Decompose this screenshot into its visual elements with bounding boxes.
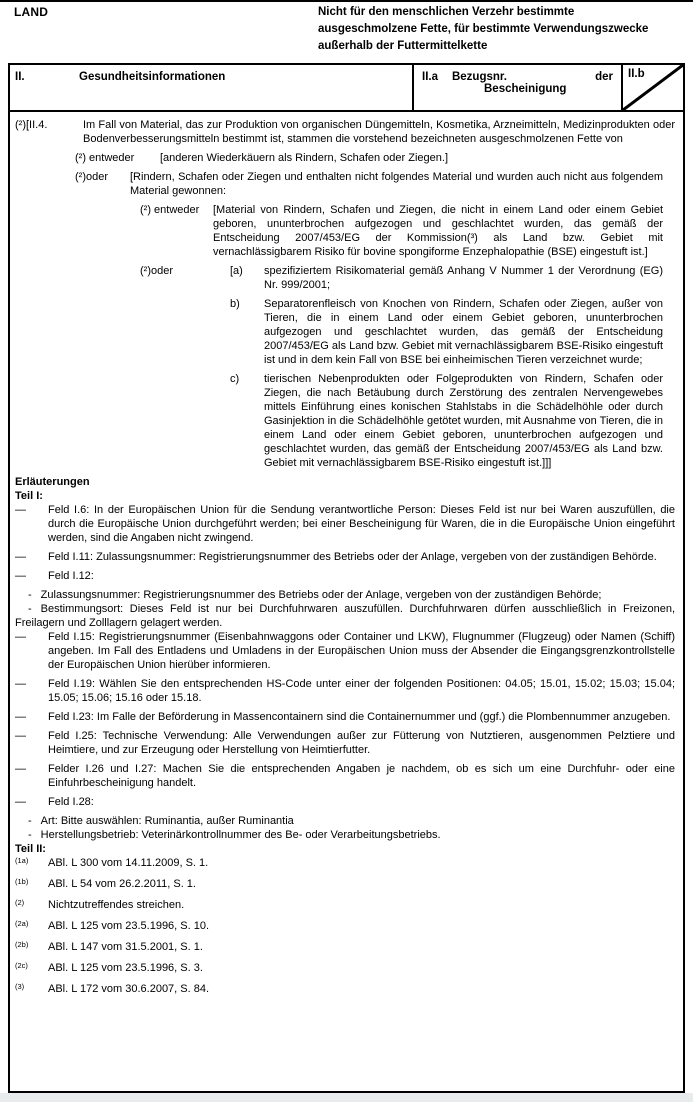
hyphen-bullet: - xyxy=(28,603,32,615)
reference-spacer xyxy=(507,71,595,83)
dash-bullet: — xyxy=(15,631,26,643)
footnote-marker: (2c) xyxy=(15,961,28,970)
footnote-text: ABl. L 300 vom 14.11.2009, S. 1. xyxy=(48,857,209,869)
field-note xyxy=(15,677,675,705)
hyphen-bullet: - xyxy=(28,829,32,841)
field-note xyxy=(15,729,675,757)
footnote-row xyxy=(15,856,675,870)
footnote-text: ABl. L 172 vom 30.6.2007, S. 84. xyxy=(48,983,210,995)
option-or-2 xyxy=(140,264,675,470)
field-sub-note xyxy=(15,588,675,602)
list-marker: b) xyxy=(230,298,240,310)
reference-word-1: Bezugsnr. xyxy=(451,71,507,83)
clause-number: (²)[II.4. xyxy=(15,119,48,131)
field-sub-note xyxy=(15,828,675,842)
footnote-marker: (2a) xyxy=(15,919,29,928)
field-note xyxy=(15,762,675,790)
footnote-row xyxy=(15,940,675,954)
page-top-rule xyxy=(0,0,693,2)
option-sublist xyxy=(230,264,663,470)
option-text: [Rindern, Schafen oder Ziegen und enthalten nicht folgendes Material und wurden auch nicht aus folgendem Material gewonnen: xyxy=(130,171,663,197)
field-sub-note-text: Art: Bitte auswählen: Ruminantia, außer Ruminantia xyxy=(40,815,294,827)
table-header-row xyxy=(10,65,683,112)
field-note-text: Feld I.6: In der Europäischen Union für die Sendung verantwortliche Person: Dieses Feld ist nur bei Waren auszufüllen, die durch die Europäische Union durchgeführt werden; bei einer Bescheinigung für Waren, die in die Europäische Union eingeführt werden, sind die Angaben nicht zwingend. xyxy=(48,504,675,544)
option-label: (²)oder xyxy=(140,265,174,277)
footnote-row xyxy=(15,877,675,891)
dash-bullet: — xyxy=(15,570,26,582)
clause-ii4 xyxy=(15,118,675,146)
footnote-marker: (3) xyxy=(15,982,25,991)
dash-bullet: — xyxy=(15,730,26,742)
footnote-text: Nichtzutreffendes streichen. xyxy=(48,899,185,911)
option-text: [Material von Rindern, Schafen und Ziegen, die nicht in einem Land oder einem Gebiet geboren, ununterbrochen aufgezogen und geschlachtet wurden, das gemäß der Entscheidung 2007/453/EG der Kommission(³) als Land bzw. Gebiet mit vernachlässigbarem Risiko für bovine spongiforme Enzephalopathie (BSE) eingestuft ist.] xyxy=(213,204,663,258)
list-item-c xyxy=(230,372,663,470)
hyphen-bullet: - xyxy=(28,589,32,601)
title-line-2: ausgeschmolzene Fette, für bestimmte Verwendungszwecke xyxy=(318,23,649,35)
dash-bullet: — xyxy=(15,763,26,775)
footnote-marker: (1a) xyxy=(15,856,29,865)
list-text: tierischen Nebenprodukten oder Folgeprodukten von Rindern, Schafen oder Ziegen, die nach Betäubung durch Zerstörung des zentralen Nervengewebes mittels Einführung eines konischen Stahlstabs in die Schädelhöhle oder durch Gasinjektion in die Schädelhöhle getötet wurden, mit Ausnahme von Tieren, die in einem Land oder einem Gebiet geboren, ununterbrochen aufgezogen und geschlachtet wurden, das gemäß der Entscheidung 2007/453/EG als Land bzw. Gebiet mit vernachlässigbarem BSE-Risiko eingestuft ist.]]] xyxy=(264,373,663,469)
list-marker: [a) xyxy=(230,265,243,277)
reference-line-1 xyxy=(422,71,613,83)
field-sub-note-text: Zulassungsnummer: Registrierungsnummer des Betriebs oder der Anlage, vergeben von der zuständigen Behörde; xyxy=(40,589,602,601)
field-note xyxy=(15,503,675,545)
title-line-1: Nicht für den menschlichen Verzehr bestimmte xyxy=(318,6,575,18)
list-marker: c) xyxy=(230,373,240,385)
part-i-heading: Teil I: xyxy=(15,490,43,502)
footnote-marker: (2b) xyxy=(15,940,29,949)
footnote-row xyxy=(15,919,675,933)
clause-intro-text: Im Fall von Material, das zur Produktion von organischen Düngemitteln, Kosmetika, Arzneimitteln, Medizinprodukten oder Bodenverbesserungsmitteln bestimmt ist, stammen die vorstehend bezeichneten ausgeschmolzenen Fette von xyxy=(83,119,675,145)
footnote-row xyxy=(15,982,675,996)
field-note-text: Feld I.12: xyxy=(48,570,94,582)
list-item-a xyxy=(230,264,663,292)
field-note-text: Feld I.15: Registrierungsnummer (Eisenbahnwaggons oder Container und LKW), Flugnummer (Flugzeug) oder Namen (Schiff) angeben. Im Fall des Entladens und Umladens in der Europäischen Union muss der Absender die Eingangsgrenzkontrollstelle der Europäischen Union hierüber informieren. xyxy=(48,631,675,671)
dash-bullet: — xyxy=(15,504,26,516)
field-note xyxy=(15,630,675,672)
option-or-1 xyxy=(75,170,675,198)
notes-heading: Erläuterungen xyxy=(15,476,90,488)
hyphen-bullet: - xyxy=(28,815,32,827)
dash-bullet: — xyxy=(15,796,26,808)
field-note-text: Felder I.26 und I.27: Machen Sie die entsprechenden Angaben je nachdem, ob es sich um eine Durchfuhr- oder eine Einfuhrbescheinigung handelt. xyxy=(48,763,675,789)
cell-health-information xyxy=(10,65,412,110)
field-sub-note-text: Herstellungsbetrieb: Veterinärkontrollnummer des Be- oder Verarbeitungsbetriebs. xyxy=(40,829,441,841)
dash-bullet: — xyxy=(15,678,26,690)
option-either-1 xyxy=(75,151,675,165)
footnote-row xyxy=(15,898,675,912)
field-note-text: Feld I.28: xyxy=(48,796,94,808)
field-note xyxy=(15,550,675,564)
part-ii-heading: Teil II: xyxy=(15,843,46,855)
field-note-text: Feld I.25: Technische Verwendung: Alle Verwendungen außer zur Fütterung von Nutztieren, ausgenommen Pelztiere und Heimtiere, und zur Erzeugung oder Herstellung von Heimtierfutter. xyxy=(48,730,675,756)
certificate-title xyxy=(318,4,663,55)
iib-code: II.b xyxy=(628,68,645,80)
field-sub-note-text: Bestimmungsort: Dieses Feld ist nur bei Durchfuhrwaren auszufüllen. Durchfuhrwaren dürfen ausschließlich in Freizonen, Freilagern und Zolllagern gelagert werden. xyxy=(15,603,675,629)
part-ii-table xyxy=(8,63,685,1093)
list-text: spezifiziertem Risikomaterial gemäß Anhang V Nummer 1 der Verordnung (EG) Nr. 999/2001; xyxy=(264,265,663,291)
footnote-text: ABl. L 125 vom 23.5.1996, S. 3. xyxy=(48,962,203,974)
reference-line-2: Bescheinigung xyxy=(484,83,567,95)
field-note-text: Feld I.19: Wählen Sie den entsprechenden HS-Code unter einer der folgenden Positionen: 04.05; 15.01, 15.02; 15.03; 15.04; 15.05; 15.06; 15.16 oder 15.18. xyxy=(48,678,675,704)
footnote-text: ABl. L 54 vom 26.2.2011, S. 1. xyxy=(48,878,196,890)
field-note xyxy=(15,569,675,583)
title-line-3: außerhalb der Futtermittelkette xyxy=(318,40,488,52)
footnote-marker: (2) xyxy=(15,898,25,907)
reference-code: II.a xyxy=(422,71,438,83)
country-label: LAND xyxy=(14,5,49,19)
cell-certificate-reference xyxy=(412,65,623,110)
field-note-text: Feld I.11: Zulassungsnummer: Registrierungsnummer des Betriebs oder der Anlage, vergeben von der zuständigen Behörde. xyxy=(48,551,657,563)
part-title: Gesundheitsinformationen xyxy=(79,71,226,83)
field-sub-note xyxy=(15,602,675,630)
option-text: [anderen Wiederkäuern als Rindern, Schafen oder Ziegen.] xyxy=(160,152,449,164)
cell-iib xyxy=(623,65,683,110)
option-label: (²)oder xyxy=(75,171,109,183)
field-note xyxy=(15,795,675,809)
list-text: Separatorenfleisch von Knochen von Rindern, Schafen oder Ziegen, außer von Tieren, die in einem Land oder einem Gebiet geboren, ununterbrochen aufgezogen und geschlachtet wurden, das gemäß der Entscheidung 2007/453/EG als Land bzw. Gebiet mit vernachlässigbarem BSE-Risiko eingestuft ist und in dem kein Fall von BSE bei einheimischen Tieren verzeichnet wurde; xyxy=(264,298,663,366)
dash-bullet: — xyxy=(15,551,26,563)
dash-bullet: — xyxy=(15,711,26,723)
footnote-row xyxy=(15,961,675,975)
field-note-text: Feld I.23: Im Falle der Beförderung in Massencontainern sind die Containernummer und (ggf.) die Plombennummer anzugeben. xyxy=(48,711,671,723)
footnote-marker: (1b) xyxy=(15,877,29,886)
reference-word-2: der xyxy=(595,71,613,83)
part-number: II. xyxy=(15,71,25,83)
option-label: (²) entweder xyxy=(75,152,135,164)
footnote-text: ABl. L 147 vom 31.5.2001, S. 1. xyxy=(48,941,203,953)
option-label: (²) entweder xyxy=(140,204,200,216)
field-note xyxy=(15,710,675,724)
list-item-b xyxy=(230,297,663,367)
footnote-text: ABl. L 125 vom 23.5.1996, S. 10. xyxy=(48,920,210,932)
certificate-body xyxy=(10,112,683,996)
field-sub-note xyxy=(15,814,675,828)
option-either-2 xyxy=(140,203,675,259)
